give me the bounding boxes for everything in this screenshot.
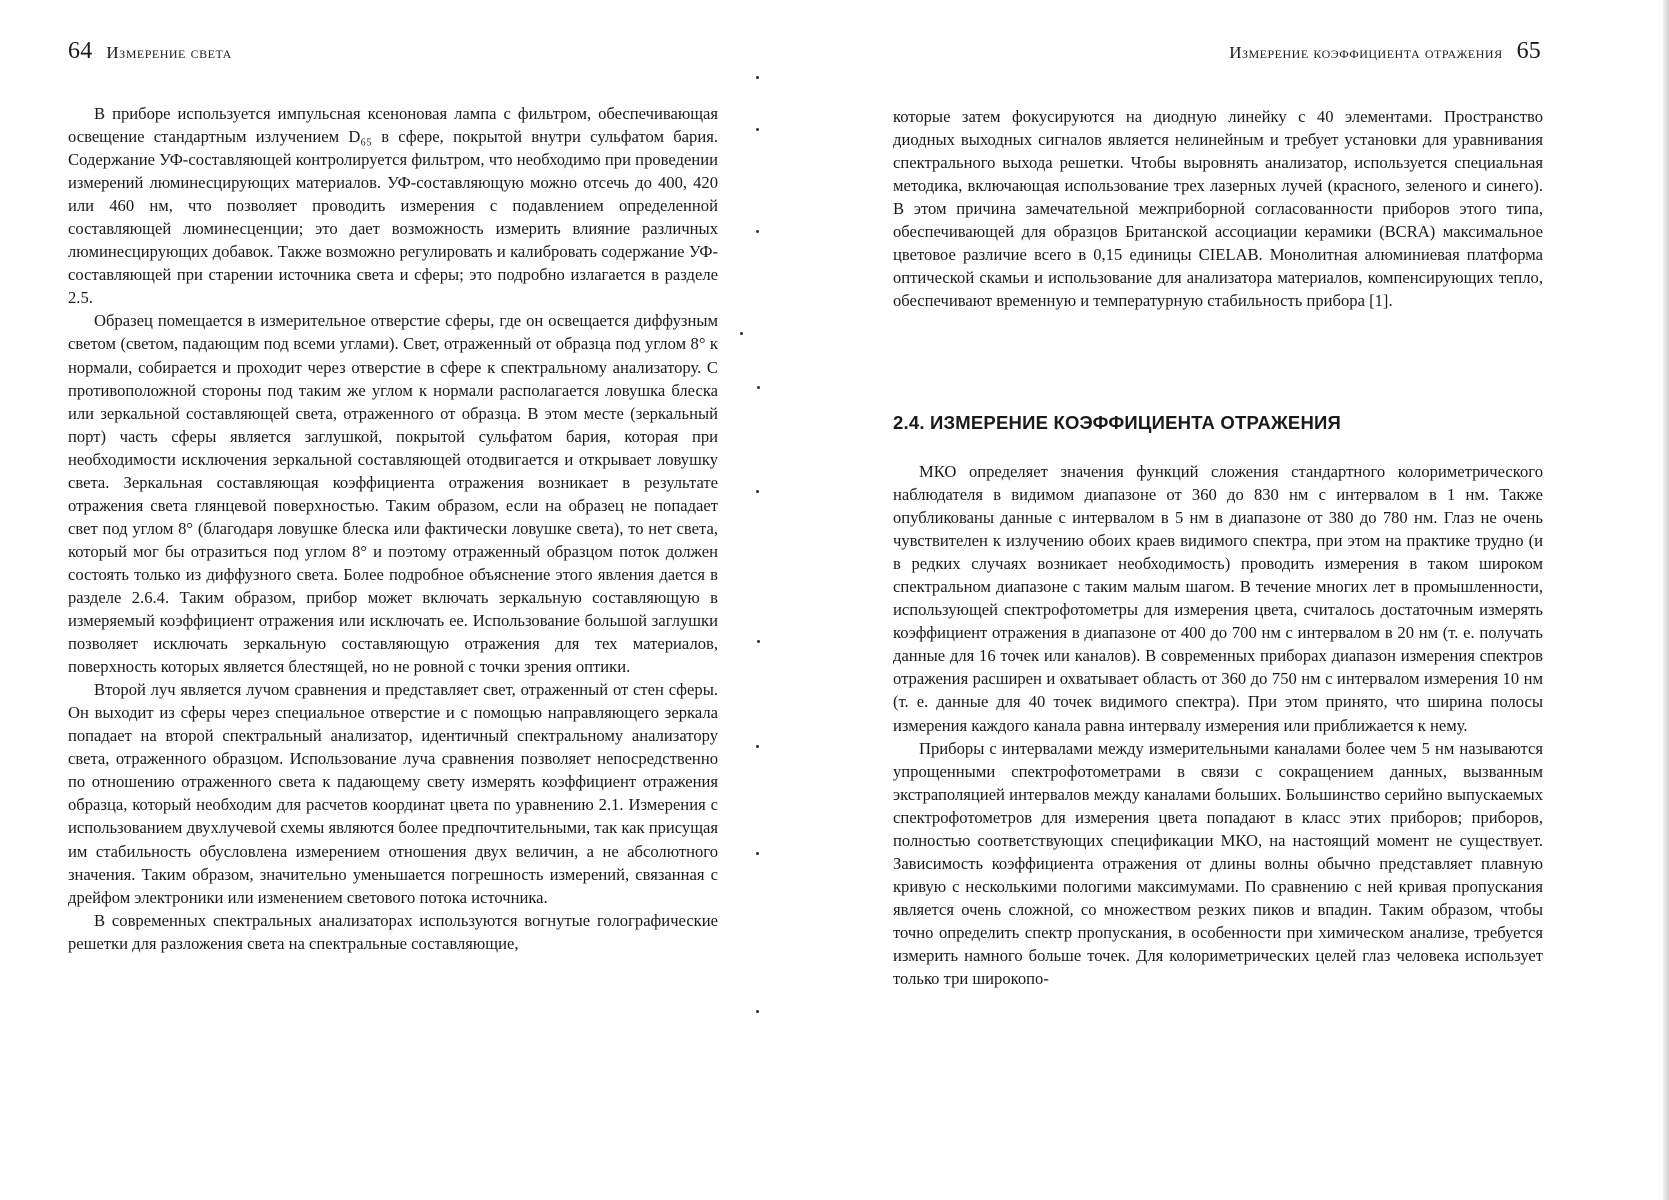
gutter-speck [756, 76, 759, 79]
page-edge [1663, 0, 1669, 1200]
paragraph: которые затем фокусируются на диодную линейку с 40 элементами. Пространство диодных выходных сигналов является нелинейным и требует установки для уравнивания спектрального выхода решетки. Чтобы выровнять анализатор, используется специальная методика, включающая использование трех лазерных лучей (красного, зеленого и синего). В этом причина замечательной межприборной согласованности приборов этого типа, обеспечивающей для образцов Британской ассоциации керамики (BCRA) максимальное цветовое различие всего в 0,15 единицы CIELAB. Монолитная алюминиевая платформа оптической скамьи и использование для анализатора материалов, компенсирующих тепло, обеспечивают временную и температурную стабильность прибора [1]. [893, 107, 1543, 311]
right-page [870, 0, 1669, 1200]
paragraph: В современных спектральных анализаторах используются вогнутые голографические решетки для разложения света на спектральные составляющие, [68, 910, 718, 953]
paragraph: В приборе используется импульсная ксеноновая лампа с фильтром, обеспечивающая освещение стандартным излучением D₆₅ в сфере, покрытой внутри сульфатом бария. Содержание УФ-составляющей контролируется фильтром, что необходимо при проведении измерений люминесцирующих материалов. УФ-составляющую можно отсечь до 400, 420 или 460 нм, что позволяет проводить измерения с подавлением определенной составляющей люминесценции; это дает возможность измерить влияние различных люминесцирующих добавок. Также возможно регулировать и калибровать содержание УФ-составляющей при старении источника света и сферы; это подробно излагается в разделе 2.5. [68, 104, 718, 308]
gutter-speck [757, 386, 760, 389]
gutter-speck [740, 332, 743, 335]
gutter-speck [757, 640, 760, 643]
right-running-title: Измерение коэффициента отражения [1229, 43, 1503, 62]
left-page-number: 64 [68, 38, 93, 64]
gutter-speck [756, 852, 759, 855]
left-body-text [68, 102, 718, 955]
right-body-text-bottom [893, 460, 1543, 990]
left-running-head [68, 38, 232, 65]
section-heading: 2.4. ИЗМЕРЕНИЕ КОЭФФИЦИЕНТА ОТРАЖЕНИЯ [893, 412, 1342, 433]
paragraph: Образец помещается в измерительное отверстие сферы, где он освещается диффузным светом (светом, падающим под всеми углами). Свет, отраженный от образца под углом 8° к нормали, собирается и проходит через отверстие в сфере к спектральному анализатору. С противоположной стороны под таким же углом к нормали располагается ловушка блеска или зеркальной составляющей света, отраженного от образца. В этом месте (зеркальный порт) часть сферы является заглушкой, покрытой сульфатом бария, которая при необходимости исключения зеркальной составляющей отодвигается и открывает ловушку света. Зеркальная составляющая коэффициента отражения возникает в результате отражения света глянцевой поверхностью. Таким образом, если на образец не попадает свет под углом 8° (благодаря ловушке блеска или фактически ловушке света), то нет света, который мог бы отразиться под углом 8° и поэтому отраженный образцом поток должен состоять только из диффузного света. Более подробное объяснение этого явления дается в разделе 2.6.4. Таким образом, прибор может включать зеркальную составляющую в измеряемый коэффициент отражения или исключать ее. Использование большой заглушки позволяет исключать зеркальную составляющую отражения для тех материалов, поверхность которых является блестящей, но не ровной с точки зрения оптики. [68, 311, 718, 677]
paragraph: МКО определяет значения функций сложения стандартного колориметрического наблюдателя в видимом диапазоне от 360 до 830 нм с интервалом в 1 нм. Также опубликованы данные с интервалом в 5 нм в диапазоне от 380 до 780 нм. Глаз не очень чувствителен к излучению обоих краев видимого спектра, при этом на практике трудно (и в редких случаях возникает необходимость) проводить измерения в таком широком спектральном диапазоне с таким малым шагом. В течение многих лет в промышленности, использующей спектрофотометры для измерения цвета, считалось достаточным измерять коэффициент отражения в диапазоне от 400 до 700 нм с интервалом в 20 нм (т. е. получать данные для 16 точек или каналов). В современных приборах диапазон измерения спектров отражения расширен и охватывает область от 360 до 750 нм с интервалом измерения 10 нм (т. е. данные для 40 точек видимого спектра). При этом принято, что ширина полосы измерения каждого канала равна интервалу измерения или приближается к нему. [893, 462, 1543, 735]
paragraph: Второй луч является лучом сравнения и представляет свет, отраженный от стен сферы. Он выходит из сферы через специальное отверстие и с помощью направляющего зеркала попадает на второй спектральный анализатор, идентичный спектральному анализатору света, отраженного образцом. Использование луча сравнения позволяет непосредственно по отношению отраженного света к падающему свету измерять коэффициент отражения образца, который необходим для расчетов координат цвета по уравнению 2.1. Измерения с использованием двухлучевой схемы являются более предпочтительными, так как присущая им стабильность обусловлена измерением отношения двух величин, а не абсолютного значения. Таким образом, значительно уменьшается погрешность измерений, связанная с дрейфом электроники или изменением светового потока источника. [68, 680, 718, 907]
right-page-number: 65 [1516, 38, 1541, 64]
right-running-head [1229, 38, 1541, 65]
gutter-speck [756, 490, 759, 493]
left-page [0, 0, 800, 1200]
gutter-speck [756, 230, 759, 233]
gutter-speck [756, 745, 759, 748]
gutter-speck [756, 128, 759, 131]
paragraph: Приборы с интервалами между измерительными каналами более чем 5 нм называются упрощенными спектрофотометрами в связи с сокращением данных, вызванным экстраполяцией интервалов между каналами больших. Большинство серийно выпускаемых спектрофотометров для измерения цвета попадают в класс этих приборов; приборов, полностью соответствующих спецификации МКО, на настоящий момент не существует. Зависимость коэффициента отражения от длины волны обычно представляет плавную кривую с несколькими пологими максимумами. По сравнению с ней кривая пропускания является очень сложной, со множеством резких пиков и впадин. Таким образом, чтобы точно определить спектр пропускания, в особенности при химическом анализе, требуется измерить намного больше точек. Для колориметрических целей глаз человека использует только три широкопо- [893, 738, 1543, 989]
left-running-title: Измерение света [106, 43, 232, 62]
gutter-speck [756, 1010, 759, 1013]
right-body-text-top [893, 105, 1543, 312]
